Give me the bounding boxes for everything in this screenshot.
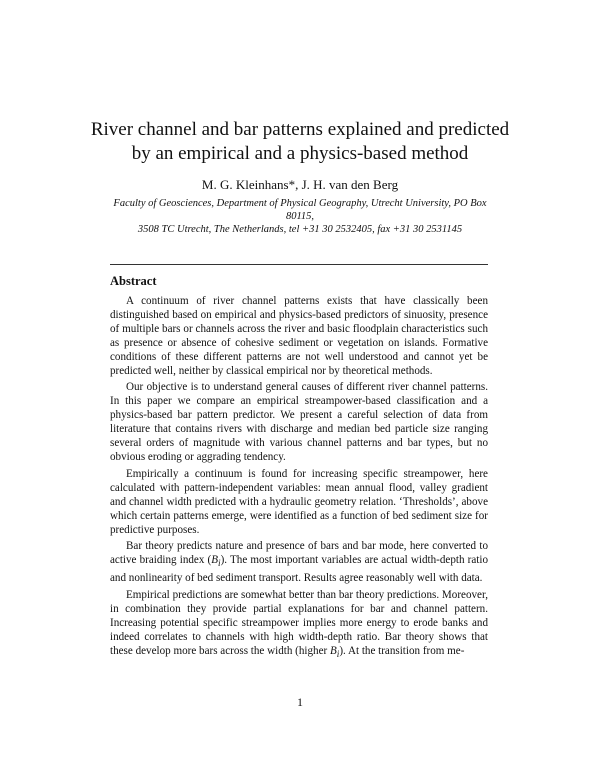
abstract-paragraph-3: Empirically a continuum is found for increasing specific streampower, here calculated with pattern-independent variables: mean annual flood, valley gradient and channel width predicted with a hydraulic geometry relation. ‘Thresholds’, above which certain patterns emerge, were identified as a function of bed sediment size for predictive purposes.: [110, 467, 488, 536]
abstract-paragraph-2: Our objective is to understand general causes of different river channel patterns. In this paper we compare an empirical streampower-based classification and a physics-based bar pattern predictor. We present a careful selection of data from literature that contains rivers with discharge and median bed particle size ranging several orders of magnitude with various channel patterns and bar types, but no obvious eroding or aggrading tendency.: [110, 381, 488, 463]
abstract-top-rule: [110, 264, 488, 265]
paragraph-5-text-a: Empirical predictions are somewhat better than bar theory predictions. Moreover, in combination they provide partial explanations for bar and channel pattern. Increasing potential specific streampower implies more energy to erode banks and indeed correlates to channels with high width-depth ratio. Bar theory shows that these develop more bars across the width (higher: [110, 589, 488, 657]
paragraph-4-text-a: Bar theory predicts nature and presence of bars and bar mode, here converted to active braiding index (: [110, 540, 488, 567]
abstract-paragraph-1: A continuum of river channel patterns exists that have classically been distinguished based on empirical and physics-based predictors of sinuosity, presence of multiple bars or channels across the river and basic floodplain characteristics such as presence or absence of cohesive sediment or vegetation on islands. Formative conditions of these different patterns are not well understood and cannot yet be predicted well, neither by classical empirical nor by theoretical methods.: [110, 295, 488, 377]
braiding-index-subscript: i: [218, 559, 221, 570]
braiding-index-subscript: i: [336, 650, 340, 661]
title-line-2: by an empirical and a physics-based method: [131, 143, 469, 164]
abstract-heading: Abstract: [110, 274, 157, 288]
paper-title: [0, 118, 600, 166]
page-number: 1: [297, 695, 303, 709]
paragraph-5-text-b: ). At the transition from me-: [339, 644, 465, 657]
author-list: M. G. Kleinhans*, J. H. van den Berg: [201, 177, 399, 192]
affiliation: [100, 197, 500, 236]
abstract-paragraph-4: [110, 540, 488, 586]
abstract-body: [110, 295, 488, 666]
paragraph-4-text-b: ). The most important variables are actual width-depth ratio and nonlinearity of bed sediment transport. Results agree reasonably well with data.: [110, 554, 488, 585]
affiliation-line-2: 3508 TC Utrecht, The Netherlands, tel +31 30 2532405, fax +31 30 2531145: [137, 224, 463, 235]
braiding-index-symbol: B: [211, 554, 219, 567]
title-line-1: River channel and bar patterns explained and predicted: [90, 119, 510, 140]
affiliation-line-1: Faculty of Geosciences, Department of Physical Geography, Utrecht University, PO Box 80115,: [113, 198, 487, 222]
abstract-paragraph-5: [110, 589, 488, 663]
braiding-index-symbol: B: [329, 644, 337, 657]
